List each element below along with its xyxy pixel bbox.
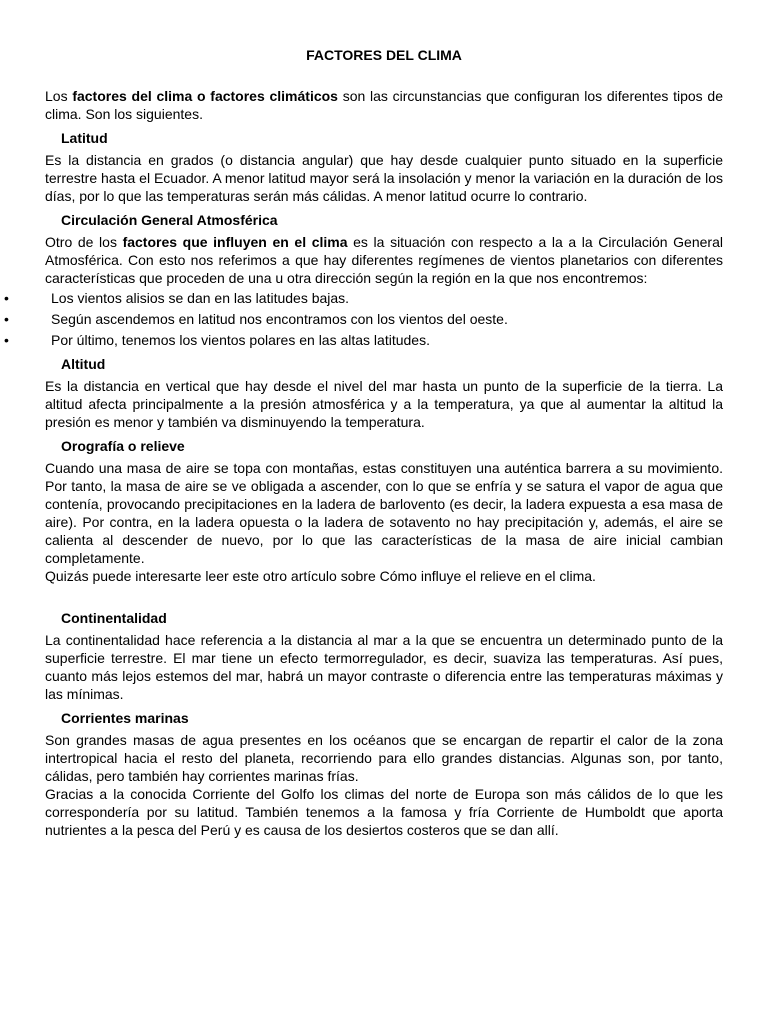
list-item <box>2 289 723 307</box>
heading-orografia: Orografía o relieve <box>61 438 185 454</box>
heading-latitud: Latitud <box>61 130 108 146</box>
corrientes-paragraph-2: Gracias a la conocida Corriente del Golfo los climas del norte de Europa son más cálidos de lo que les correspondería por su latitud. También tenemos a la famosa y fría Corriente de Humboldt que aporta nutrientes a la pesca del Perú y es causa de los desiertos costeros que se dan allí. <box>45 786 723 838</box>
circulacion-text-post: es la situación con respecto a la a la Circulación General Atmosférica. Con esto nos referimos a que hay diferentes regímenes de vientos planetarios con diferentes características que proceden de una u otra dirección según la región en la que nos encontremos: <box>45 234 723 286</box>
intro-text-bold: factores del clima o factores climáticos <box>72 88 338 104</box>
orografia-paragraph: Cuando una masa de aire se topa con montañas, estas constituyen una auténtica barrera a su movimiento. Por tanto, la masa de aire se ve obligada a ascender, con lo que se enfría y se satura el vapor de agua que contenía, provocando precipitaciones en la ladera de barlovento (es decir, la ladera expuesta a esa masa de aire). Por contra, en la ladera opuesta o la ladera de sotavento no hay precipitación y, además, el aire se calienta al descender de nuevo, por lo que las características de la masa de aire inicial cambian completamente. <box>45 460 723 566</box>
bullet-icon: • <box>4 311 9 327</box>
heading-continentalidad: Continentalidad <box>61 610 167 626</box>
heading-circulacion: Circulación General Atmosférica <box>61 212 278 228</box>
heading-corrientes: Corrientes marinas <box>61 710 189 726</box>
list-item-text: Por último, tenemos los vientos polares en las altas latitudes. <box>51 332 430 348</box>
list-item-text: Según ascendemos en latitud nos encontramos con los vientos del oeste. <box>51 311 508 327</box>
document-title: FACTORES DEL CLIMA <box>306 47 462 63</box>
corrientes-paragraph: Son grandes masas de agua presentes en los océanos que se encargan de repartir el calor de la zona intertropical hacia el resto del planeta, recorriendo para ello grandes distancias. Algunas son, por tanto, cálidas, pero también hay corrientes marinas frías. <box>45 732 723 784</box>
bullet-icon: • <box>4 332 9 348</box>
list-item <box>2 331 723 349</box>
list-item-text: Los vientos alisios se dan en las latitudes bajas. <box>51 290 350 306</box>
altitud-paragraph: Es la distancia en vertical que hay desde el nivel del mar hasta un punto de la superficie de la tierra. La altitud afecta principalmente a la presión atmosférica y a la temperatura, ya que al aumentar la altitud la presión es menor y también va disminuyendo la temperatura. <box>45 378 723 430</box>
winds-bullet-list <box>2 289 723 349</box>
orografia-link-paragraph: Quizás puede interesarte leer este otro artículo sobre Cómo influye el relieve en el clima. <box>45 568 596 584</box>
circulacion-paragraph <box>45 233 723 287</box>
circulacion-text-bold: factores que influyen en el clima <box>122 234 348 250</box>
latitud-paragraph: Es la distancia en grados (o distancia angular) que hay desde cualquier punto situado en la superficie terrestre hasta el Ecuador. A menor latitud mayor será la insolación y menor la variación en la duración de los días, por lo que las temperaturas serán más cálidas. A menor latitud ocurre lo contrario. <box>45 152 723 204</box>
list-item <box>2 310 723 328</box>
intro-paragraph <box>45 87 723 123</box>
circulacion-text-pre: Otro de los <box>45 234 123 250</box>
bullet-icon: • <box>4 290 9 306</box>
continentalidad-paragraph: La continentalidad hace referencia a la distancia al mar a la que se encuentra un determinado punto de la superficie terrestre. El mar tiene un efecto termorregulador, es decir, suaviza las temperaturas. Así pues, cuanto más lejos estemos del mar, habrá un mayor contraste o diferencia entre las temperaturas máximas y las mínimas. <box>45 632 723 702</box>
heading-altitud: Altitud <box>61 356 106 372</box>
section-spacer <box>45 585 723 603</box>
intro-text-pre: Los <box>45 88 73 104</box>
intro-text-post: son las circunstancias que configuran los diferentes tipos de clima. Son los siguientes. <box>45 88 723 122</box>
